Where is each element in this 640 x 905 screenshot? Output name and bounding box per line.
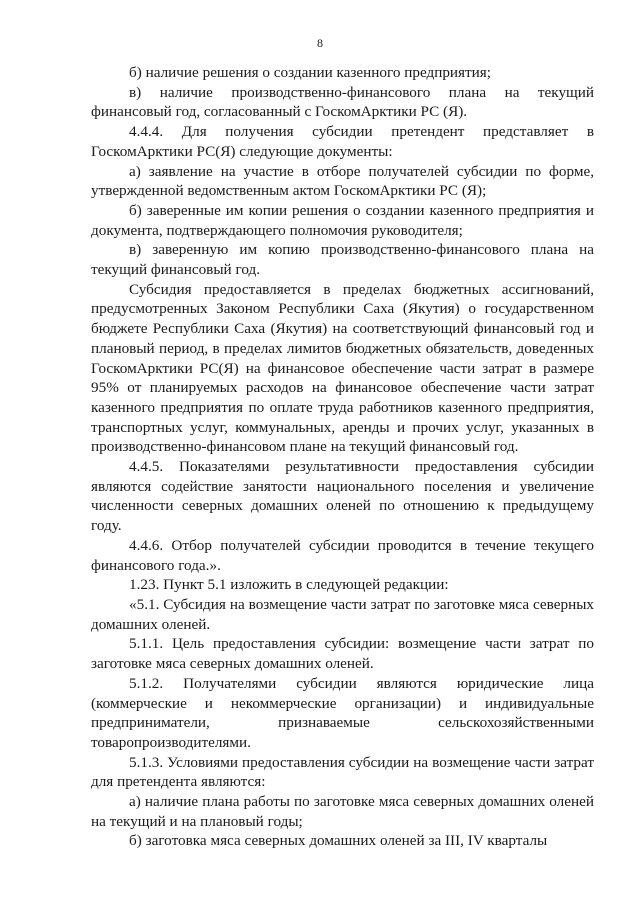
paragraph: 1.23. Пункт 5.1 изложить в следующей редакции: bbox=[129, 576, 449, 594]
paragraph: а) наличие плана работы по заготовке мяса северных домашних оленей на текущий и на плановый годы; bbox=[91, 793, 594, 830]
paragraph: б) наличие решения о создании казенного предприятия; bbox=[129, 64, 492, 81]
paragraph: а) заявление на участие в отборе получателей субсидии по форме, утвержденной ведомственным актом ГоскомАрктики РС (Я); bbox=[91, 162, 594, 200]
paragraph: 5.1.3. Условиями предоставления субсидии на возмещение части затрат для претендента являются: bbox=[91, 753, 594, 791]
paragraph: б) заготовка мяса северных домашних оленей за III, IV кварталы bbox=[129, 832, 548, 850]
paragraph: 4.4.4. Для получения субсидии претендент представляет в ГоскомАрктики РС(Я) следующие документы: bbox=[91, 123, 594, 160]
paragraph: «5.1. Субсидия на возмещение части затрат по заготовке мяса северных домашних оленей. bbox=[91, 595, 594, 633]
paragraph: 4.4.5. Показателями результативности предоставления субсидии являются содействие занятости национального поселения и увеличение численности северных домашних оленей по отношению к предыдущему году. bbox=[91, 458, 594, 535]
paragraph: Субсидия предоставляется в пределах бюджетных ассигнований, предусмотренных Законом Республики Саха (Якутия) о государственном бюджете Республики Саха (Якутия) на соответствующий финансовый год и плановый период, в пределах лимитов бюджетных обязательств, доведенных ГоскомАрктики РС(Я) на финансовое обеспечение части затрат в размере 95% от планируемых расходов на финансовое обеспечение части затрат казенного предприятия по оплате труда работников казенного предприятия, транспортных услуг, коммунальных, аренды и прочих услуг, указанных в производственно-финансовом плане на текущий финансовый год. bbox=[91, 280, 594, 456]
page-number: 8 bbox=[317, 36, 323, 50]
paragraph: 5.1.1. Цель предоставления субсидии: возмещение части затрат по заготовке мяса северных домашних оленей. bbox=[91, 635, 594, 673]
paragraph: в) наличие производственно-финансового плана на текущий финансовый год, согласованный с ГоскомАрктики РС (Я). bbox=[91, 83, 594, 121]
paragraph: 5.1.2. Получателями субсидии являются юридические лица (коммерческие и некоммерческие организации) и индивидуальные предприниматели, признаваемые сельскохозяйственными товаропроизводителями. bbox=[91, 674, 594, 751]
document-body bbox=[91, 63, 594, 851]
paragraph: в) заверенную им копию производственно-финансового плана на текущий финансовый год. bbox=[91, 241, 594, 279]
paragraph: б) заверенные им копии решения о создании казенного предприятия и документа, подтверждающего полномочия руководителя; bbox=[91, 201, 594, 239]
paragraph: 4.4.6. Отбор получателей субсидии проводится в течение текущего финансового года.». bbox=[91, 536, 594, 574]
